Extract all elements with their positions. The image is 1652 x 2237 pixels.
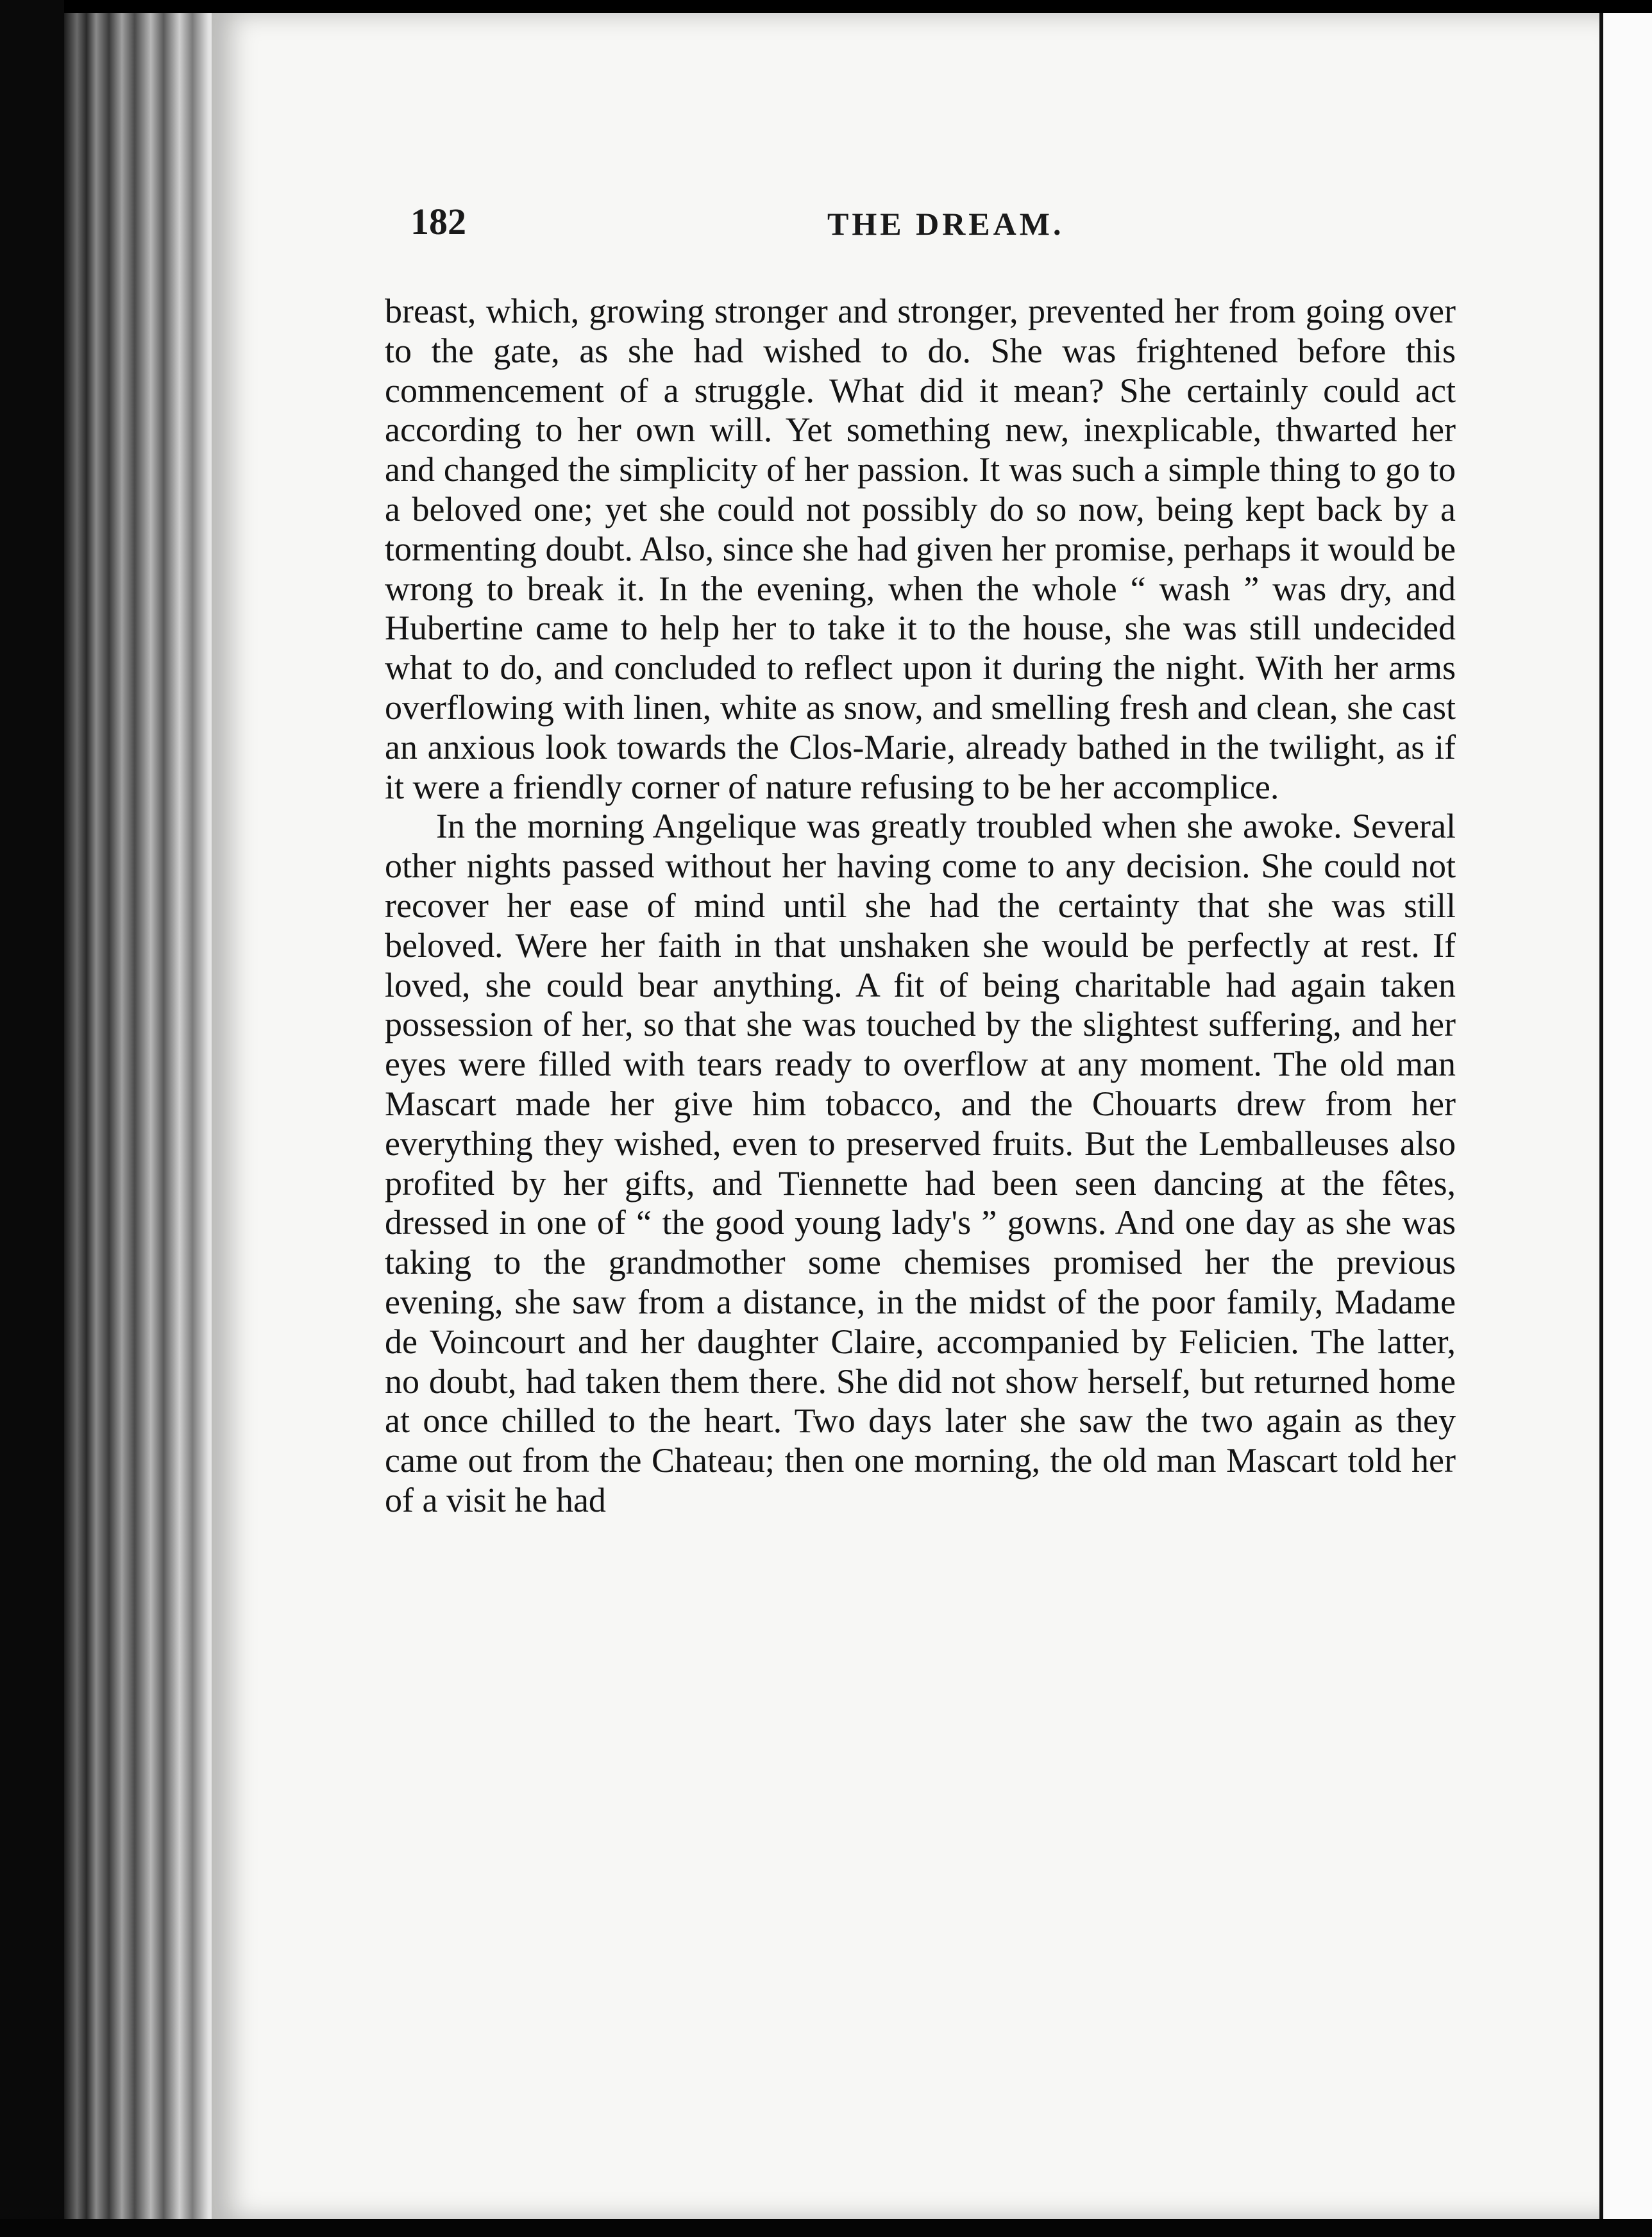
page-number: 182 (410, 201, 466, 242)
paragraph: breast, which, growing stronger and stronger, prevented her from going over to the gate, as she had wished to do. She was frightened before this commencement of a struggle. What did it mean? She certainly could act according to her own will. Yet something new, inexplicable, thwarted her and changed the simplicity of her passion. It was such a simple thing to go to a beloved one; yet she could not possibly do so now, being kept back by a tormenting doubt. Also, since she had given her promise, perhaps it would be wrong to break it. In the evening, when the whole “ wash ” was dry, and Hubertine came to help her to take it to the house, she was still undecided what to do, and concluded to reflect upon it during the night. With her arms overflowing with linen, white as snow, and smelling fresh and clean, she cast an anxious look towards the Clos-Marie, already bathed in the twilight, as if it were a friendly corner of nature refusing to be her accomplice. (385, 292, 1456, 806)
facing-page-edge (1599, 13, 1652, 2219)
body-text (385, 292, 1456, 1521)
paragraph: In the morning Angelique was greatly troubled when she awoke. Several other nights passed without her having come to any decision. She could not recover her ease of mind until she had the certainty that she was still beloved. Were her faith in that unshaken she would be perfectly at rest. If loved, she could bear anything. A fit of being charitable had again taken possession of her, so that she was touched by the slightest suffering, and her eyes were filled with tears ready to overflow at any moment. The old man Mascart made her give him tobacco, and the Chouarts drew from her everything they wished, even to preserved fruits. But the Lemballeuses also profited by her gifts, and Tiennette had been seen dancing at the fêtes, dressed in one of “ the good young lady's ” gowns. And one day as she was taking to the grandmother some chemises promised her the previous evening, she saw from a distance, in the midst of the poor family, Madame de Voincourt and her daughter Claire, accompanied by Felicien. The latter, no doubt, had taken them there. She did not show herself, but returned home at once chilled to the heart. Two days later she saw the two again as they came out from the Chateau; then one morning, the old man Mascart told her of a visit he had (385, 807, 1456, 1519)
scan-background-bottom (0, 2219, 1652, 2237)
scan-background-left (0, 0, 64, 2237)
book-page-edges (64, 13, 224, 2219)
running-head-title: THE DREAM. (827, 206, 1065, 242)
